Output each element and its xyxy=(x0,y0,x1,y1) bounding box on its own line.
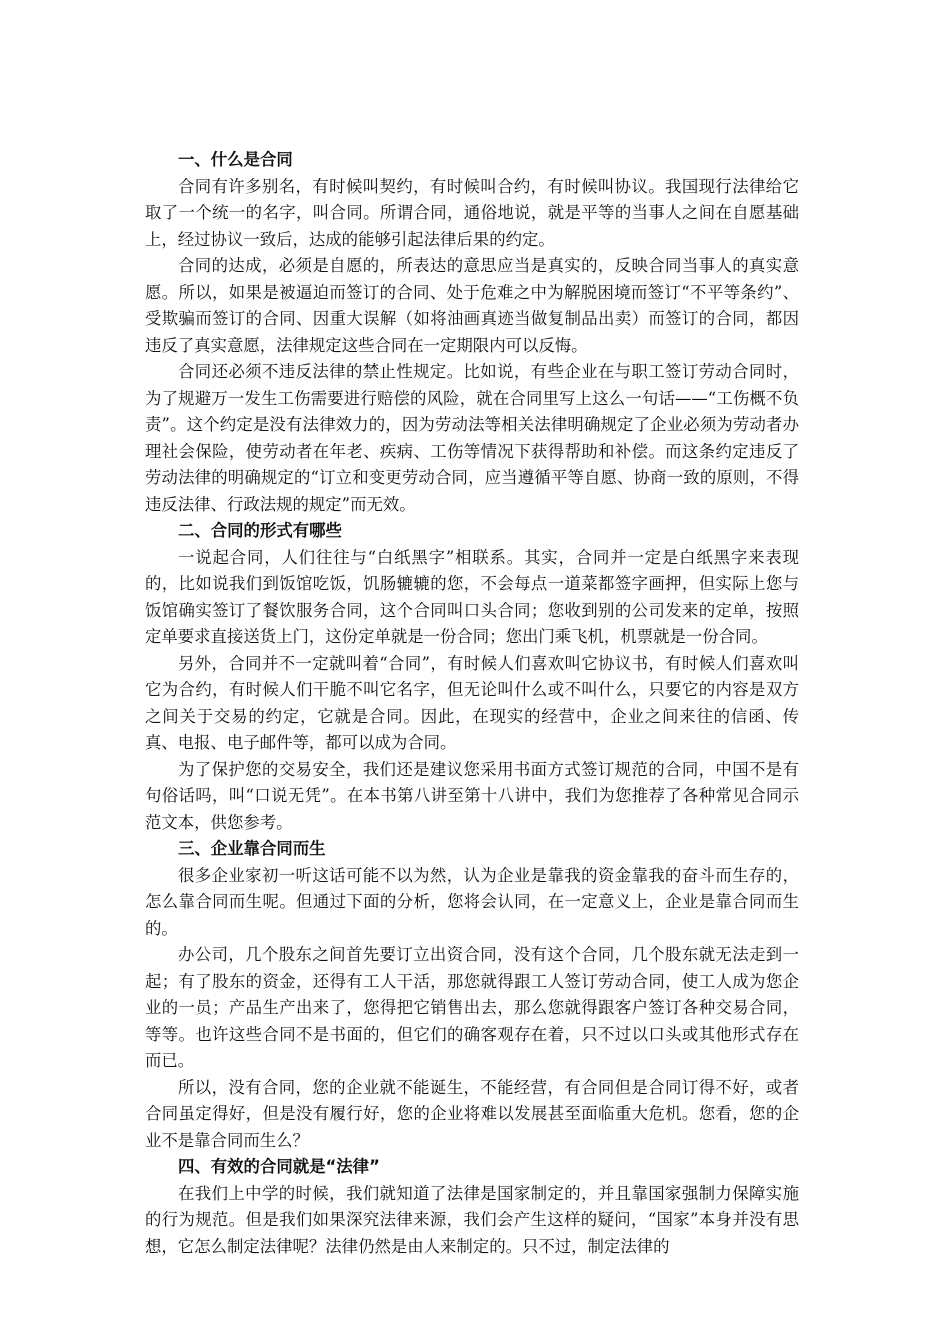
paragraph: 为了保护您的交易安全，我们还是建议您采用书面方式签订规范的合同，中国不是有句俗话吗，叫“口说无凭”。在本书第八讲至第十八讲中，我们为您推荐了各种常见合同示范文本，供您参考。 xyxy=(145,759,799,832)
section-what-is-contract xyxy=(145,147,799,518)
paragraph: 一说起合同，人们往往与“白纸黑字”相联系。其实，合同并一定是白纸黑字来表现的，比如说我们到饭馆吃饭，饥肠辘辘的您，不会每点一道菜都签字画押，但实际上您与饭馆确实签订了餐饮服务合同，这个合同叫口头合同；您收到别的公司发来的定单，按照定单要求直接送货上门，这份定单就是一份合同；您出门乘飞机，机票就是一份合同。 xyxy=(145,547,799,646)
paragraph: 所以，没有合同，您的企业就不能诞生，不能经营，有合同但是合同订得不好，或者合同虽定得好，但是没有履行好，您的企业将难以发展甚至面临重大危机。您看，您的企业不是靠合同而生么？ xyxy=(145,1077,799,1150)
paragraph: 办公司，几个股东之间首先要订立出资合同，没有这个合同，几个股东就无法走到一起；有了股东的资金，还得有工人干活，那您就得跟工人签订劳动合同，使工人成为您企业的一员；产品生产出来了，您得把它销售出去，那么您就得跟客户签订各种交易合同，等等。也许这些合同不是书面的，但它们的确客观存在着，只不过以口头或其他形式存在而已。 xyxy=(145,945,799,1070)
section-heading: 三、企业靠合同而生 xyxy=(178,839,326,858)
document-page xyxy=(145,147,799,1260)
section-heading: 四、有效的合同就是“法律” xyxy=(178,1157,380,1176)
paragraph: 另外，合同并不一定就叫着“合同”，有时候人们喜欢叫它协议书，有时候人们喜欢叫它为合约，有时候人们干脆不叫它名字，但无论叫什么或不叫什么，只要它的内容是双方之间关于交易的约定，它就是合同。因此，在现实的经营中，企业之间来往的信函、传真、电报、电子邮件等，都可以成为合同。 xyxy=(145,653,799,752)
paragraph: 很多企业家初一听这话可能不以为然，认为企业是靠我的资金靠我的奋斗而生存的，怎么靠合同而生呢。但通过下面的分析，您将会认同，在一定意义上，企业是靠合同而生的。 xyxy=(145,865,799,938)
section-heading: 二、合同的形式有哪些 xyxy=(178,521,342,540)
section-valid-contract-is-law xyxy=(145,1154,799,1260)
paragraph: 在我们上中学的时候，我们就知道了法律是国家制定的，并且靠国家强制力保障实施的行为规范。但是我们如果深究法律来源，我们会产生这样的疑问，“国家”本身并没有思想，它怎么制定法律呢？法律仍然是由人来制定的。只不过，制定法律的 xyxy=(145,1183,799,1256)
paragraph: 合同的达成，必须是自愿的，所表达的意思应当是真实的，反映合同当事人的真实意愿。所以，如果是被逼迫而签订的合同、处于危难之中为解脱困境而签订“不平等条约”、受欺骗而签订的合同、因重大误解（如将油画真迹当做复制品出卖）而签订的合同，都因违反了真实意愿，法律规定这些合同在一定期限内可以反悔。 xyxy=(145,256,799,355)
paragraph: 合同还必须不违反法律的禁止性规定。比如说，有些企业在与职工签订劳动合同时，为了规避万一发生工伤需要进行赔偿的风险，就在合同里写上这么一句话——“工伤概不负责”。这个约定是没有法律效力的，因为劳动法等相关法律明确规定了企业必须为劳动者办理社会保险，使劳动者在年老、疾病、工伤等情况下获得帮助和补偿。而这条约定违反了劳动法律的明确规定的“订立和变更劳动合同，应当遵循平等自愿、协商一致的原则，不得违反法律、行政法规的规定”而无效。 xyxy=(145,362,799,514)
section-enterprise-lives-by-contract xyxy=(145,836,799,1154)
section-contract-forms xyxy=(145,518,799,836)
paragraph: 合同有许多别名，有时候叫契约，有时候叫合约，有时候叫协议。我国现行法律给它取了一个统一的名字，叫合同。所谓合同，通俗地说，就是平等的当事人之间在自愿基础上，经过协议一致后，达成的能够引起法律后果的约定。 xyxy=(145,176,799,249)
section-heading: 一、什么是合同 xyxy=(178,150,293,169)
